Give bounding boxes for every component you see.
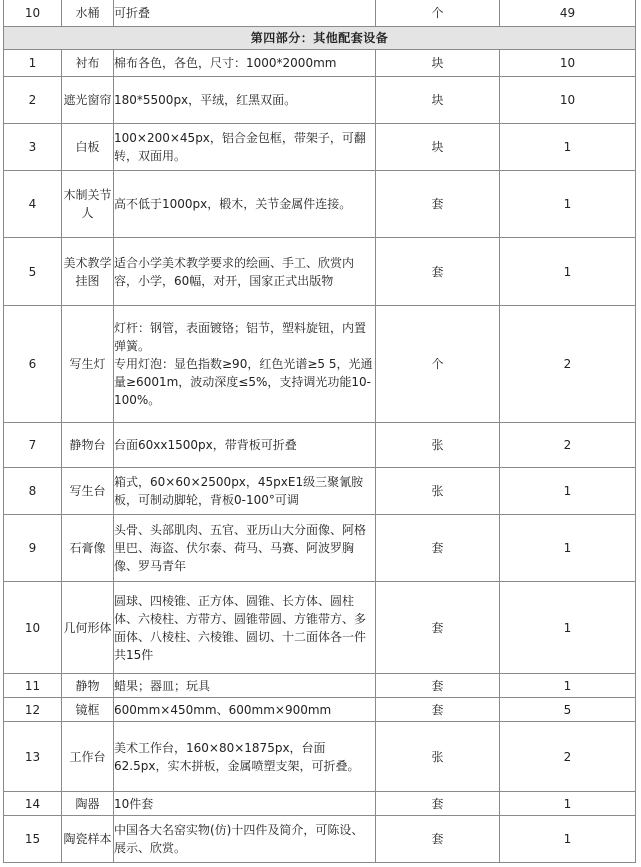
table-row (4, 582, 636, 674)
item-name: 水桶 (62, 0, 114, 27)
table-row (4, 238, 636, 306)
item-unit: 张 (376, 423, 500, 468)
item-spec: 箱式，60×60×2500px，45pxE1级三聚氰胺板，可制动脚轮，背板0-100°可调 (114, 468, 376, 515)
item-name: 陶器 (62, 792, 114, 816)
table-row (4, 0, 636, 27)
row-number: 15 (4, 816, 62, 863)
item-quantity: 49 (500, 0, 636, 27)
item-quantity: 1 (500, 515, 636, 582)
row-number: 7 (4, 423, 62, 468)
item-name: 木制关节人 (62, 171, 114, 238)
item-unit: 套 (376, 674, 500, 698)
table-row (4, 124, 636, 171)
item-quantity: 1 (500, 171, 636, 238)
item-unit: 张 (376, 722, 500, 792)
item-spec: 蜡果；器皿；玩具 (114, 674, 376, 698)
row-number: 10 (4, 582, 62, 674)
row-number: 2 (4, 77, 62, 124)
item-unit: 个 (376, 0, 500, 27)
table-row (4, 468, 636, 515)
item-spec: 头骨、头部肌肉、五官、亚历山大分面像、阿格里巴、海盗、伏尔泰、荷马、马赛、阿波罗胸像、罗马青年 (114, 515, 376, 582)
item-quantity: 1 (500, 792, 636, 816)
item-quantity: 1 (500, 674, 636, 698)
item-unit: 个 (376, 306, 500, 423)
item-quantity: 10 (500, 50, 636, 77)
item-name: 静物 (62, 674, 114, 698)
table-row (4, 50, 636, 77)
item-spec: 灯杆：钢管，表面镀铬；铝节，塑料旋钮，内置弹簧。 专用灯泡：显色指数≥90，红色光谱≥5 5，光通量≥6001m，波动深度≤5%，支持调光功能10-100%。 (114, 306, 376, 423)
item-spec: 台面60xx1500px，带背板可折叠 (114, 423, 376, 468)
item-unit: 套 (376, 171, 500, 238)
row-number: 8 (4, 468, 62, 515)
row-number: 11 (4, 674, 62, 698)
section-title: 第四部分：其他配套设备 (4, 27, 636, 50)
item-name: 写生灯 (62, 306, 114, 423)
item-quantity: 2 (500, 722, 636, 792)
item-unit: 套 (376, 792, 500, 816)
item-quantity: 2 (500, 423, 636, 468)
item-unit: 套 (376, 582, 500, 674)
item-quantity: 2 (500, 306, 636, 423)
row-number: 9 (4, 515, 62, 582)
item-spec: 高不低于1000px，椴木，关节金属件连接。 (114, 171, 376, 238)
item-name: 几何形体 (62, 582, 114, 674)
item-unit: 套 (376, 238, 500, 306)
table-row (4, 423, 636, 468)
row-number: 5 (4, 238, 62, 306)
item-name: 石膏像 (62, 515, 114, 582)
row-number: 1 (4, 50, 62, 77)
item-quantity: 1 (500, 468, 636, 515)
item-spec: 可折叠 (114, 0, 376, 27)
item-spec: 圆球、四棱锥、正方体、圆锥、长方体、圆柱体、六棱柱、方带方、圆锥带圆、方锥带方、多面体、八棱柱、六棱锥、圆切、十二面体各一件共15件 (114, 582, 376, 674)
row-number: 3 (4, 124, 62, 171)
item-quantity: 1 (500, 124, 636, 171)
item-unit: 块 (376, 50, 500, 77)
item-spec: 美术工作台，160×80×1875px，台面62.5px，实木拼板，金属喷塑支架，可折叠。 (114, 722, 376, 792)
item-name: 镜框 (62, 698, 114, 722)
item-unit: 张 (376, 468, 500, 515)
table-row (4, 792, 636, 816)
item-unit: 套 (376, 816, 500, 863)
table-row (4, 698, 636, 722)
item-spec: 100×200×45px，铝合金包框，带架子，可翻转，双面用。 (114, 124, 376, 171)
item-quantity: 5 (500, 698, 636, 722)
item-quantity: 1 (500, 582, 636, 674)
item-name: 遮光窗帘 (62, 77, 114, 124)
item-quantity: 10 (500, 77, 636, 124)
table-row (4, 816, 636, 863)
section-header-row (4, 27, 636, 50)
item-name: 陶瓷样本 (62, 816, 114, 863)
item-spec: 600mm×450mm、600mm×900mm (114, 698, 376, 722)
table-row (4, 515, 636, 582)
item-unit: 套 (376, 698, 500, 722)
table-body (4, 50, 636, 863)
row-number: 13 (4, 722, 62, 792)
item-spec: 中国各大名窑实物(仿)十四件及简介，可陈设、展示、欣赏。 (114, 816, 376, 863)
row-number: 12 (4, 698, 62, 722)
table-row (4, 306, 636, 423)
table-row (4, 171, 636, 238)
item-name: 美术教学挂图 (62, 238, 114, 306)
item-name: 工作台 (62, 722, 114, 792)
table-row (4, 722, 636, 792)
item-name: 写生台 (62, 468, 114, 515)
table-row (4, 77, 636, 124)
row-number: 6 (4, 306, 62, 423)
table-row (4, 674, 636, 698)
item-quantity: 1 (500, 238, 636, 306)
item-name: 白板 (62, 124, 114, 171)
item-spec: 10件套 (114, 792, 376, 816)
item-spec: 棉布各色，各色，尺寸：1000*2000mm (114, 50, 376, 77)
item-name: 衬布 (62, 50, 114, 77)
item-quantity: 1 (500, 816, 636, 863)
item-unit: 套 (376, 515, 500, 582)
row-number: 14 (4, 792, 62, 816)
item-unit: 块 (376, 77, 500, 124)
item-spec: 180*5500px，平绒，红黑双面。 (114, 77, 376, 124)
equipment-table (3, 0, 636, 863)
item-name: 静物台 (62, 423, 114, 468)
item-spec: 适合小学美术教学要求的绘画、手工、欣赏内容，小学，60幅，对开，国家正式出版物 (114, 238, 376, 306)
item-unit: 块 (376, 124, 500, 171)
row-number: 10 (4, 0, 62, 27)
row-number: 4 (4, 171, 62, 238)
